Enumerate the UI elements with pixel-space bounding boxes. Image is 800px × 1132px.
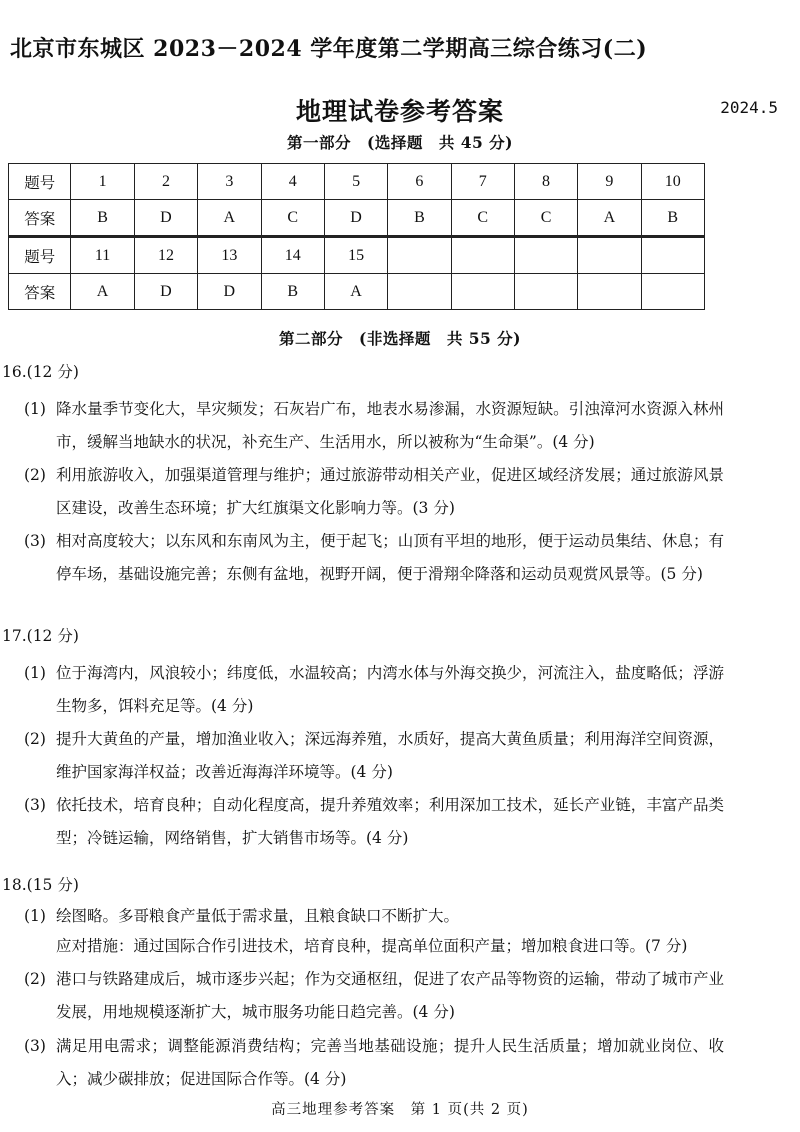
document-date: 2024.5 [720,98,778,117]
row-label-answer: 答案 [9,274,71,310]
question-18-answer-2 [24,963,724,1029]
question-17-answer-2 [24,723,724,789]
question-number: 7 [451,164,514,200]
question-number [388,237,451,274]
document-subtitle: 地理试卷参考答案 [295,97,504,126]
question-number: 14 [261,237,324,274]
question-16-heading: 16.(12 分) [2,363,79,381]
row-label-question: 题号 [9,237,71,274]
item-text: 利用旅游收入，加强渠道管理与维护；通过旅游带动相关产业，促进区域经济发展；通过旅游风景区建设，改善生态环境；扩大红旗渠文化影响力等。(3 分) [56,466,724,517]
question-16-answer-2 [24,459,724,525]
question-number: 15 [324,237,387,274]
question-number: 11 [71,237,134,274]
item-number: (1) [24,907,46,925]
table-row-answers-2 [9,274,705,310]
answer-cell: A [578,200,641,237]
item-text: 相对高度较大；以东风和东南风为主，便于起飞；山顶有平坦的地形，便于运动员集结、休息；有停车场，基础设施完善；东侧有盆地，视野开阔，便于滑翔伞降落和运动员观赏风景等。(5 分) [56,532,724,583]
answer-table [8,163,705,310]
question-number: 9 [578,164,641,200]
question-number: 1 [71,164,134,200]
answer-cell: A [198,200,261,237]
question-number: 13 [198,237,261,274]
question-number: 6 [388,164,451,200]
answer-cell [578,274,641,310]
question-number: 3 [198,164,261,200]
item-text: 降水量季节变化大，旱灾频发；石灰岩广布，地表水易渗漏，水资源短缺。引浊漳河水资源入林州市，缓解当地缺水的状况，补充生产、生活用水，所以被称为“生命渠”。(4 分) [56,400,724,451]
question-16-answer-1 [24,393,724,459]
question-17-answer-3 [24,789,724,855]
answer-cell [641,274,704,310]
question-number [578,237,641,274]
answer-cell: D [134,200,197,237]
item-number: (1) [24,664,46,682]
question-number: 8 [514,164,577,200]
question-number: 5 [324,164,387,200]
item-number: (3) [24,1037,46,1055]
question-number: 2 [134,164,197,200]
part1-heading: 第一部分 (选择题 共 45 分) [286,133,514,152]
item-number: (2) [24,466,46,484]
answer-cell [451,274,514,310]
question-18-answer-3 [24,1030,724,1096]
item-text: 绘图略。多哥粮食产量低于需求量，且粮食缺口不断扩大。 [56,907,460,925]
answer-cell: B [388,200,451,237]
part2-heading: 第二部分 (非选择题 共 55 分) [278,329,522,348]
item-text: 依托技术，培育良种；自动化程度高，提升养殖效率；利用深加工技术，延长产业链，丰富产品类型；冷链运输，网络销售，扩大销售市场等。(4 分) [56,796,724,847]
item-number: (1) [24,400,46,418]
answer-cell [388,274,451,310]
item-number: (2) [24,730,46,748]
document-title: 北京市东城区 2023－2024 学年度第二学期高三综合练习(二) [10,36,648,62]
item-number: (3) [24,532,46,550]
answer-cell: A [71,274,134,310]
answer-cell: B [261,274,324,310]
question-18-measures: 应对措施：通过国际合作引进技术，培育良种，提高单位面积产量；增加粮食进口等。(7 分) [56,937,688,955]
question-number: 4 [261,164,324,200]
answer-cell: D [198,274,261,310]
answer-cell [514,274,577,310]
question-number [641,237,704,274]
item-text: 港口与铁路建成后，城市逐步兴起；作为交通枢纽，促进了农产品等物资的运输，带动了城市产业发展，用地规模逐渐扩大，城市服务功能日趋完善。(4 分) [56,970,724,1021]
question-16-answer-3 [24,525,724,591]
answer-cell: C [261,200,324,237]
item-text: 位于海湾内，风浪较小；纬度低，水温较高；内湾水体与外海交换少，河流注入，盐度略低；浮游生物多，饵料充足等。(4 分) [56,664,724,715]
row-label-question: 题号 [9,164,71,200]
question-number [514,237,577,274]
item-text: 满足用电需求；调整能源消费结构；完善当地基础设施；提升人民生活质量；增加就业岗位、收入；减少碳排放；促进国际合作等。(4 分) [56,1037,724,1088]
table-row-answers-1 [9,200,705,237]
answer-cell: C [451,200,514,237]
answer-cell: B [641,200,704,237]
question-number: 12 [134,237,197,274]
answer-cell: B [71,200,134,237]
table-row-numbers-2 [9,237,705,274]
question-17-heading: 17.(12 分) [2,627,79,645]
question-18-answer-1 [24,900,724,933]
page-footer: 高三地理参考答案 第 1 页(共 2 页) [271,1102,529,1118]
item-number: (3) [24,796,46,814]
item-text: 提升大黄鱼的产量，增加渔业收入；深远海养殖，水质好，提高大黄鱼质量；利用海洋空间资源，维护国家海洋权益；改善近海海洋环境等。(4 分) [56,730,724,781]
question-17-answer-1 [24,657,724,723]
question-18-heading: 18.(15 分) [2,876,79,894]
answer-cell: A [324,274,387,310]
answer-cell: D [134,274,197,310]
table-row-numbers-1 [9,164,705,200]
item-number: (2) [24,970,46,988]
row-label-answer: 答案 [9,200,71,237]
question-number [451,237,514,274]
answer-cell: C [514,200,577,237]
question-number: 10 [641,164,704,200]
answer-cell: D [324,200,387,237]
